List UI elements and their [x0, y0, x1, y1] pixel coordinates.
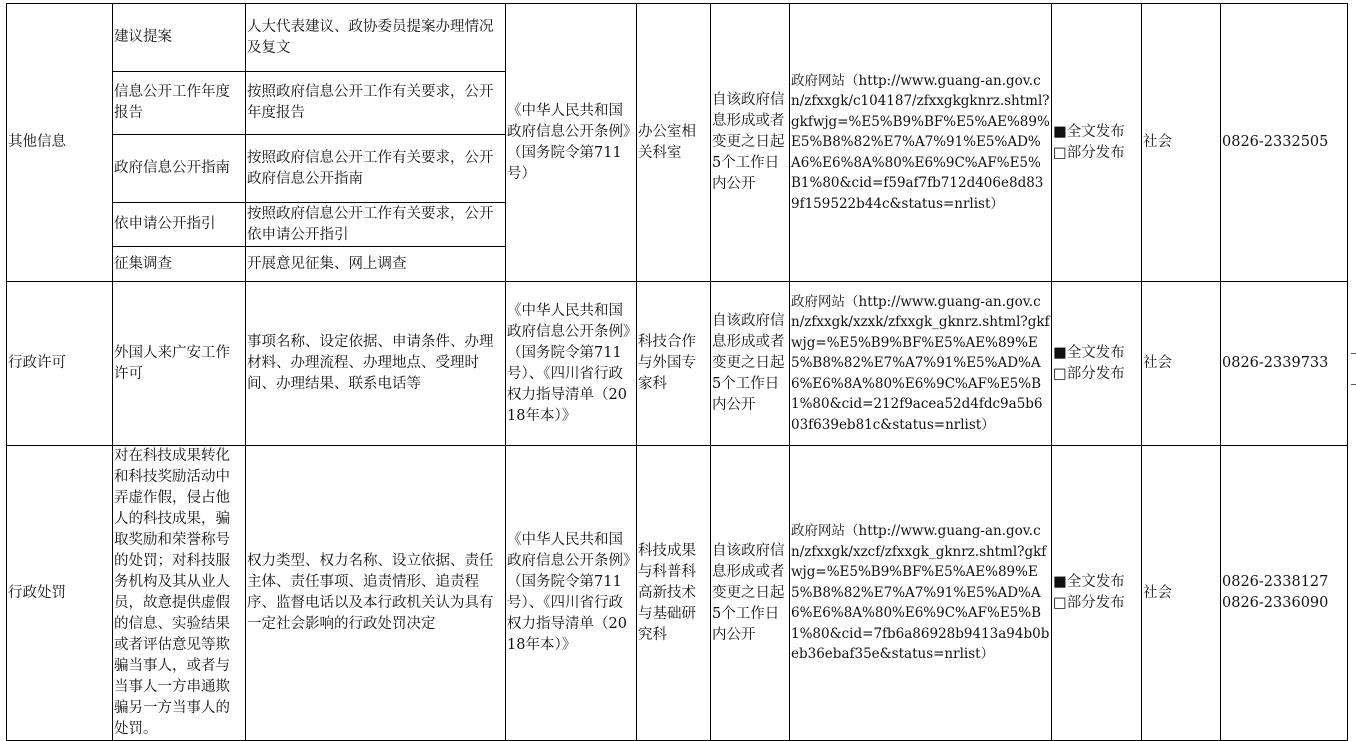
item-name-cell: 政府信息公开指南 [113, 135, 246, 203]
item-content-cell: 按照政府信息公开工作有关要求，公开年度报告 [246, 72, 506, 135]
channel-cell: 政府网站（http://www.guang-an.gov.cn/zfxxgk/xzxk/zfxxgk_gknrz.shtml?gkfwjg=%E5%B9%BF%E5%AE%89%E5%B8%82%E7%A7%91%E5%AD%A6%E6%8A%80%E6%9C%AF%E5%B1%80&cid=212f9acea52d4fdc9a5b603f639eb81c&status=nrlist） [790, 282, 1052, 446]
time-limit-cell: 自该政府信息形成或者变更之日起5个工作日内公开 [711, 446, 790, 741]
phone-number: 0826-2332505 [1222, 134, 1329, 150]
item-name-cell: 征集调查 [113, 247, 246, 282]
edge-tick [1351, 353, 1356, 354]
publish-part-option: □部分发布 [1053, 144, 1125, 161]
department-cell: 科技合作与外国专家科 [637, 282, 711, 446]
category-cell: 行政许可 [7, 282, 113, 446]
time-limit-cell: 自该政府信息形成或者变更之日起5个工作日内公开 [711, 4, 790, 282]
item-content-cell: 权力类型、权力名称、设立依据、责任主体、责任事项、追责情形、追责程序、监督电话以及本行政机关认为具有一定社会影响的行政处罚决定 [246, 446, 506, 741]
phone-number: 0826-2339733 [1222, 355, 1329, 371]
basis-cell: 《中华人民共和国政府信息公开条例》（国务院令第711号）、《四川省行政权力指导清单（2018年本）》 [506, 282, 637, 446]
basis-cell: 《中华人民共和国政府信息公开条例》（国务院令第711号） [506, 4, 637, 282]
item-content-cell: 人大代表建议、政协委员提案办理情况及复文 [246, 4, 506, 72]
channel-cell: 政府网站（http://www.guang-an.gov.cn/zfxxgk/xzcf/zfxxgk_gknrz.shtml?gkfwjg=%E5%B9%BF%E5%AE%89%E5%B8%82%E7%A7%91%E5%AD%A6%E6%8A%80%E6%9C%AF%E5%B1%80&cid=7fb6a86928b9413a94b0beb36ebaf35e&status=nrlist） [790, 446, 1052, 741]
publish-full-option: ■全文发布 [1053, 344, 1125, 361]
audience-cell: 社会 [1142, 446, 1221, 741]
audience-cell: 社会 [1142, 4, 1221, 282]
phone-number: 0826-2336090 [1222, 595, 1329, 611]
department-cell: 科技成果与科普科高新技术与基础研究科 [637, 446, 711, 741]
item-content-cell: 按照政府信息公开工作有关要求，公开依申请公开指引 [246, 203, 506, 247]
phone-cell [1221, 282, 1348, 446]
item-content-cell: 开展意见征集、网上调查 [246, 247, 506, 282]
publish-full-option: ■全文发布 [1053, 574, 1125, 590]
disclosure-table [6, 3, 1348, 741]
publish-mode-cell [1052, 4, 1142, 282]
edge-tick [1351, 384, 1356, 385]
phone-cell [1221, 4, 1348, 282]
publish-full-option: ■全文发布 [1053, 123, 1125, 140]
item-name-cell: 外国人来广安工作许可 [113, 282, 246, 446]
item-name-cell: 建议提案 [113, 4, 246, 72]
category-cell: 其他信息 [7, 4, 113, 282]
item-name-cell: 对在科技成果转化和科技奖励活动中弄虚作假，侵占他人的科技成果，骗取奖励和荣誉称号的处罚；对科技服务机构及其从业人员，故意提供虚假的信息、实验结果或者评估意见等欺骗当事人，或者与当事人一方串通欺骗另一方当事人的处罚。 [113, 446, 246, 741]
publish-part-option: □部分发布 [1053, 595, 1125, 611]
item-name-cell: 信息公开工作年度报告 [113, 72, 246, 135]
table-row [7, 282, 1348, 446]
item-content-cell: 按照政府信息公开工作有关要求，公开政府信息公开指南 [246, 135, 506, 203]
publish-mode-cell [1052, 282, 1142, 446]
basis-cell: 《中华人民共和国政府信息公开条例》（国务院令第711号）、《四川省行政权力指导清单（2018年本）》 [506, 446, 637, 741]
phone-cell [1221, 446, 1348, 741]
item-content-cell: 事项名称、设定依据、申请条件、办理材料、办理流程、办理地点、受理时间、办理结果、联系电话等 [246, 282, 506, 446]
table-row [7, 446, 1348, 741]
publish-mode-cell [1052, 446, 1142, 741]
publish-part-option: □部分发布 [1053, 365, 1125, 382]
phone-number: 0826-2338127 [1222, 574, 1329, 590]
item-name-cell: 依申请公开指引 [113, 203, 246, 247]
time-limit-cell: 自该政府信息形成或者变更之日起5个工作日内公开 [711, 282, 790, 446]
department-cell: 办公室相关科室 [637, 4, 711, 282]
category-cell: 行政处罚 [7, 446, 113, 741]
audience-cell: 社会 [1142, 282, 1221, 446]
channel-cell: 政府网站（http://www.guang-an.gov.cn/zfxxgk/c104187/zfxxgkgknrz.shtml?gkfwjg=%E5%B9%BF%E5%AE%89%E5%B8%82%E7%A7%91%E5%AD%A6%E6%8A%80%E6%9C%AF%E5%B1%80&cid=f59af7fb712d406e8d839f159522b44c&status=nrlist） [790, 4, 1052, 282]
table-row [7, 4, 1348, 72]
